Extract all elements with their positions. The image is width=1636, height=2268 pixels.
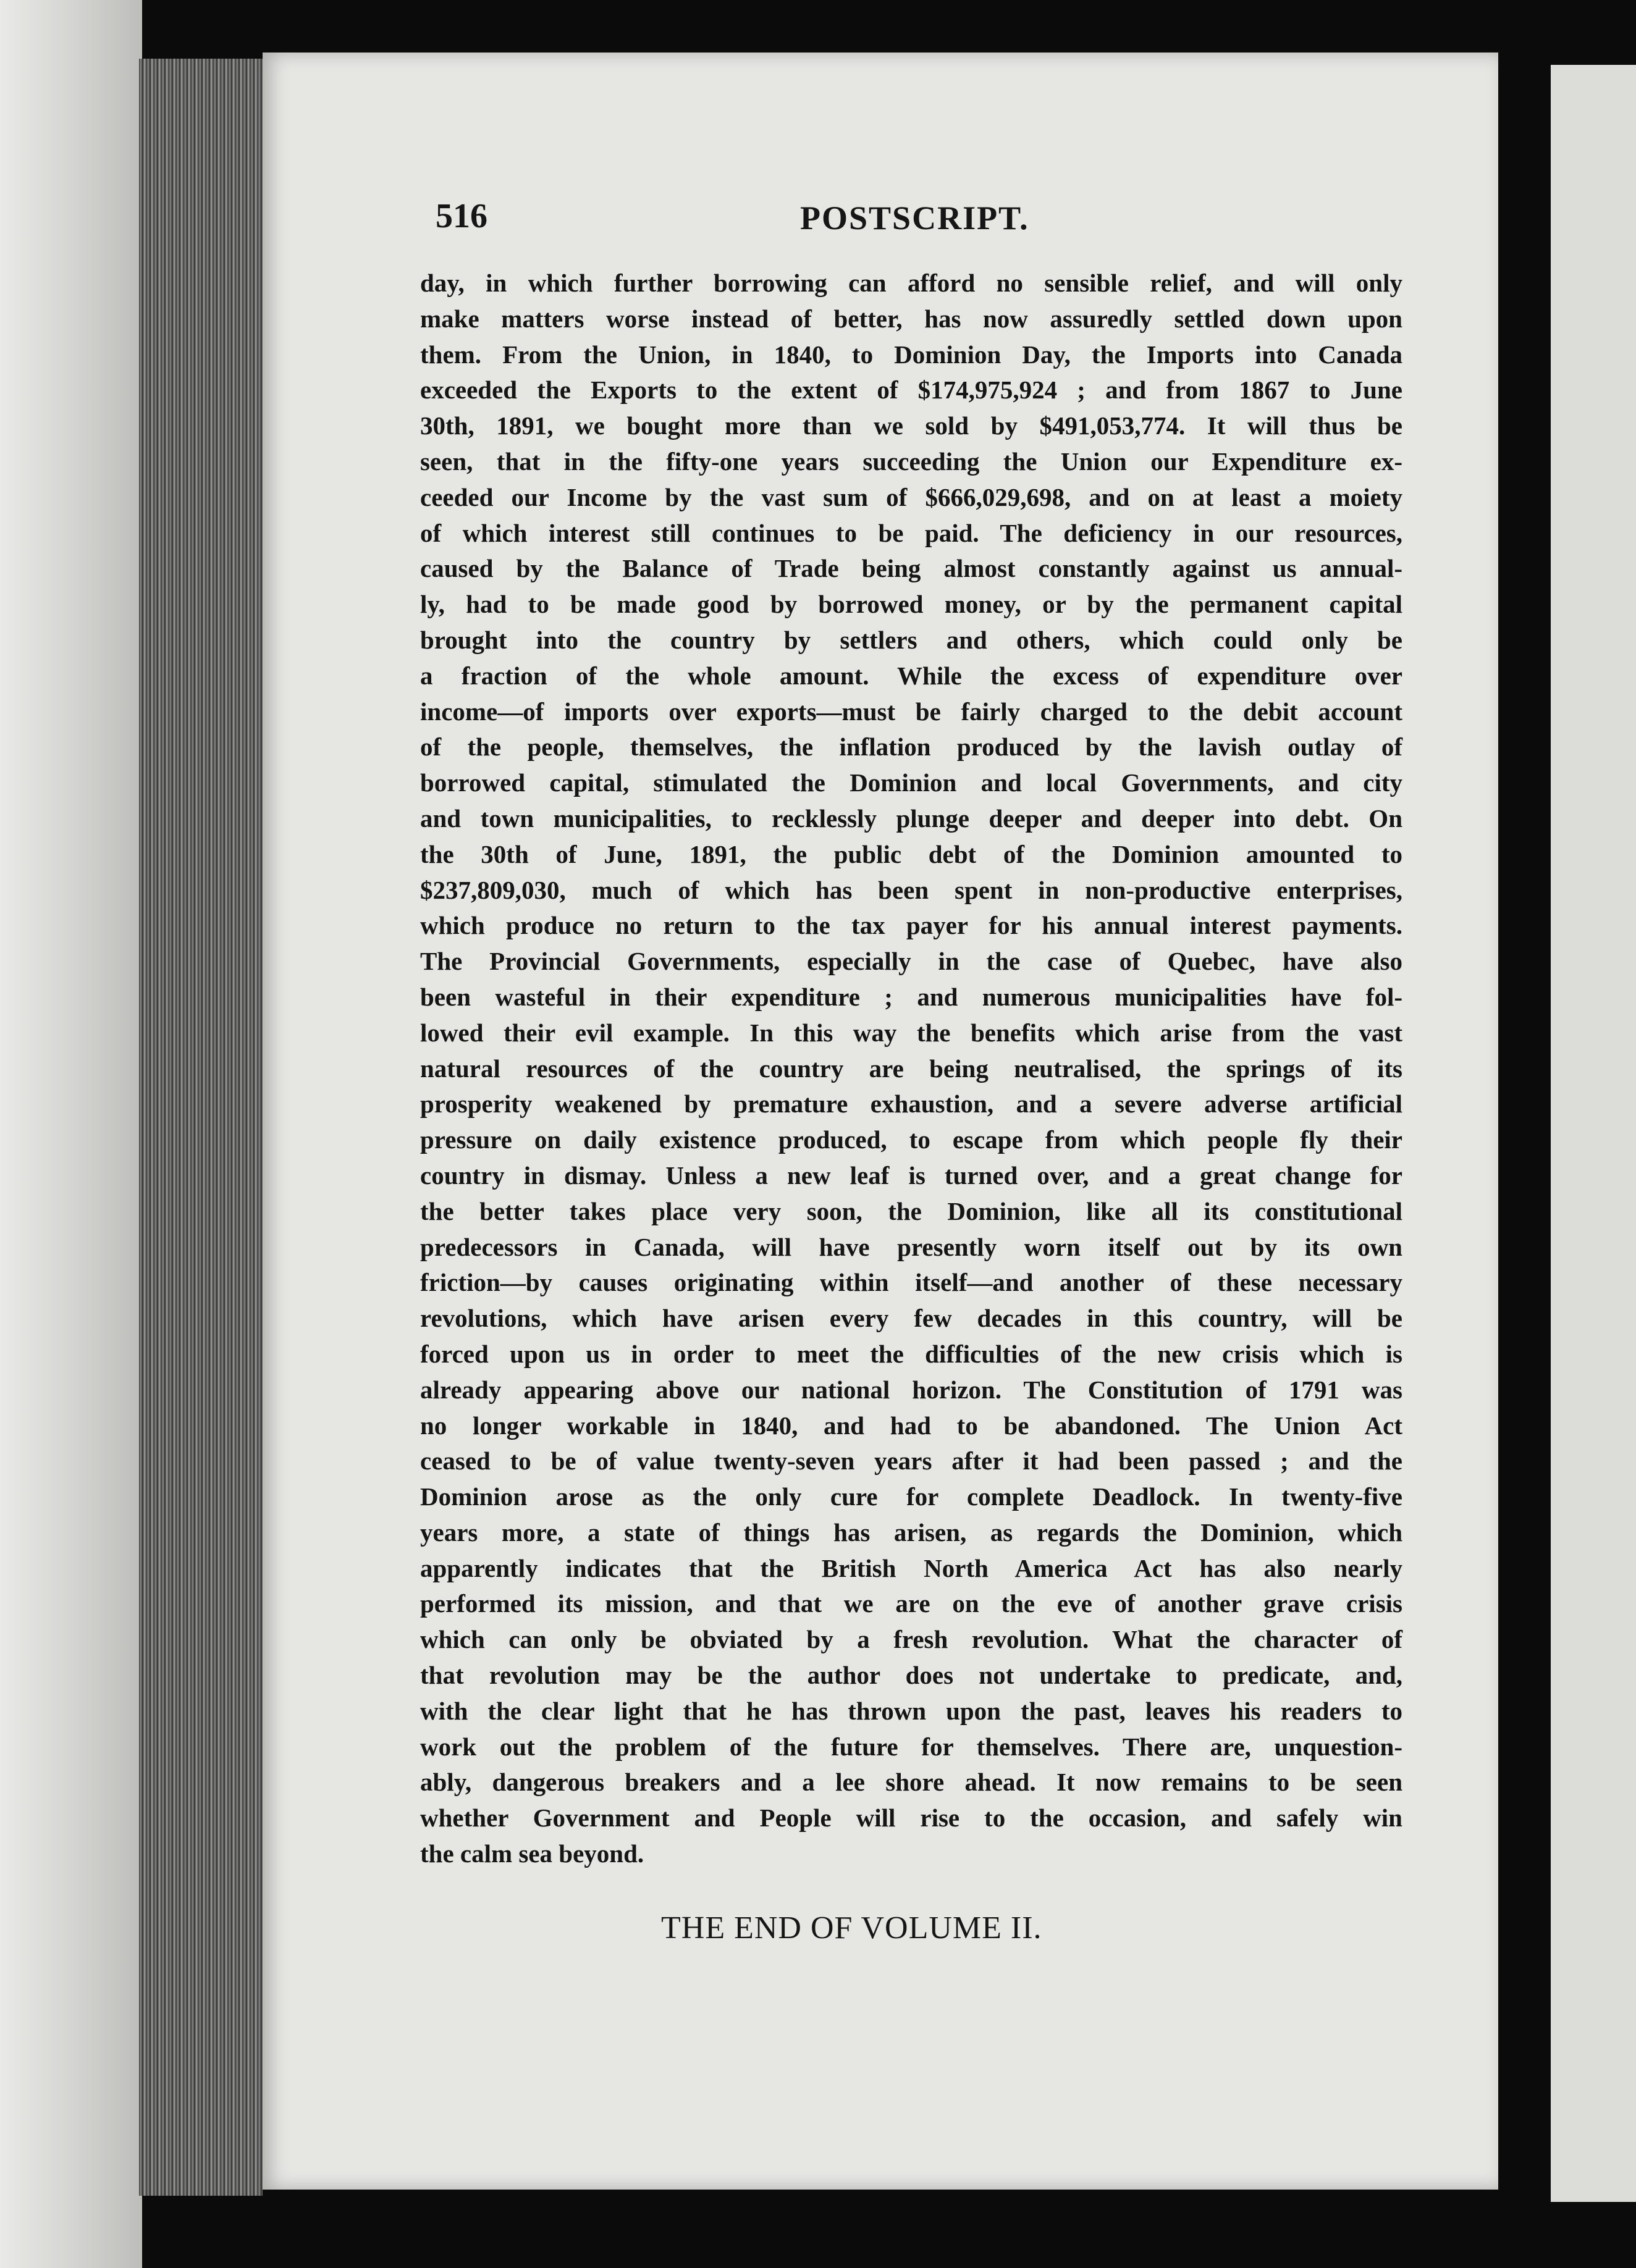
text-line: brought into the country by settlers and others, which could only be [420,625,1402,654]
text-line: lowed their evil example. In this way the benefits which arise from the vast [420,1018,1402,1047]
text-line: of which interest still continues to be paid. The deficiency in our resources, [420,518,1402,547]
text-line: 30th, 1891, we bought more than we sold by $491,053,774. It will thus be [420,411,1402,440]
text-line: ly, had to be made good by borrowed money, or by the permanent capital [420,590,1402,619]
running-head: POSTSCRIPT. [800,200,1029,237]
text-line: them. From the Union, in 1840, to Dominion Day, the Imports into Canada [420,340,1402,369]
end-of-volume-line: THE END OF VOLUME II. [661,1910,1042,1946]
text-line: borrowed capital, stimulated the Dominion and local Governments, and city [420,768,1402,797]
page-number: 516 [436,197,487,235]
text-line: predecessors in Canada, will have presently worn itself out by its own [420,1232,1402,1261]
text-line: exceeded the Exports to the extent of $174,975,924 ; and from 1867 to June [420,376,1402,405]
text-line: income—of imports over exports—must be fairly charged to the debit account [420,697,1402,726]
text-line: ceeded our Income by the vast sum of $666,029,698, and on at least a moiety [420,482,1402,511]
text-line: of the people, themselves, the inflation produced by the lavish outlay of [420,733,1402,762]
text-line: whether Government and People will rise to the occasion, and safely win [420,1804,1402,1833]
text-line: day, in which further borrowing can afford no sensible relief, and will only [420,269,1402,297]
text-line: that revolution may be the author does not undertake to predicate, and, [420,1661,1402,1690]
text-line: pressure on daily existence produced, to escape from which people fly their [420,1125,1402,1154]
text-line: seen, that in the fifty-one years succeeding the Union our Expenditure ex- [420,447,1402,476]
text-line: apparently indicates that the British North America Act has also nearly [420,1553,1402,1582]
text-line: natural resources of the country are being neutralised, the springs of its [420,1054,1402,1083]
text-line: ceased to be of value twenty-seven years after it had been passed ; and the [420,1447,1402,1476]
text-line: prosperity weakened by premature exhaustion, and a severe adverse artificial [420,1090,1402,1119]
text-line: make matters worse instead of better, has now assuredly settled down upon [420,304,1402,333]
text-line: which can only be obviated by a fresh revolution. What the character of [420,1625,1402,1654]
body-paragraph [420,266,1402,1872]
text-line: work out the problem of the future for themselves. There are, unquestion- [420,1732,1402,1761]
text-line: with the clear light that he has thrown upon the past, leaves his readers to [420,1696,1402,1725]
text-line: forced upon us in order to meet the difficulties of the new crisis which is [420,1339,1402,1368]
text-line: performed its mission, and that we are on the eve of another grave crisis [420,1589,1402,1618]
text-line: ably, dangerous breakers and a lee shore ahead. It now remains to be seen [420,1768,1402,1797]
text-line: country in dismay. Unless a new leaf is turned over, and a great change for [420,1161,1402,1190]
text-line: revolutions, which have arisen every few decades in this country, will be [420,1304,1402,1333]
text-line: already appearing above our national horizon. The Constitution of 1791 was [420,1375,1402,1404]
text-line: a fraction of the whole amount. While the excess of expenditure over [420,661,1402,690]
text-line: Dominion arose as the only cure for complete Deadlock. In twenty-five [420,1482,1402,1511]
text-line: which produce no return to the tax payer for his annual interest payments. [420,911,1402,940]
text-line: and town municipalities, to recklessly plunge deeper and deeper into debt. On [420,804,1402,833]
text-line: no longer workable in 1840, and had to be abandoned. The Union Act [420,1411,1402,1440]
text-line: the better takes place very soon, the Dominion, like all its constitutional [420,1196,1402,1225]
text-line: the 30th of June, 1891, the public debt of the Dominion amounted to [420,839,1402,868]
text-line: years more, a state of things has arisen, as regards the Dominion, which [420,1518,1402,1547]
text-line: caused by the Balance of Trade being almost constantly against us annual- [420,554,1402,583]
facing-page-edge [1551,65,1636,2202]
text-line: $237,809,030, much of which has been spent in non-productive enterprises, [420,875,1402,904]
text-line: The Provincial Governments, especially in the case of Quebec, have also [420,947,1402,976]
book-page-edges [139,59,263,2196]
page-header [436,196,1399,246]
text-line: the calm sea beyond. [420,1839,644,1868]
left-margin-paper [0,0,142,2268]
text-line: friction—by causes originating within itself—and another of these necessary [420,1268,1402,1297]
text-line: been wasteful in their expenditure ; and numerous municipalities have fol- [420,982,1402,1011]
